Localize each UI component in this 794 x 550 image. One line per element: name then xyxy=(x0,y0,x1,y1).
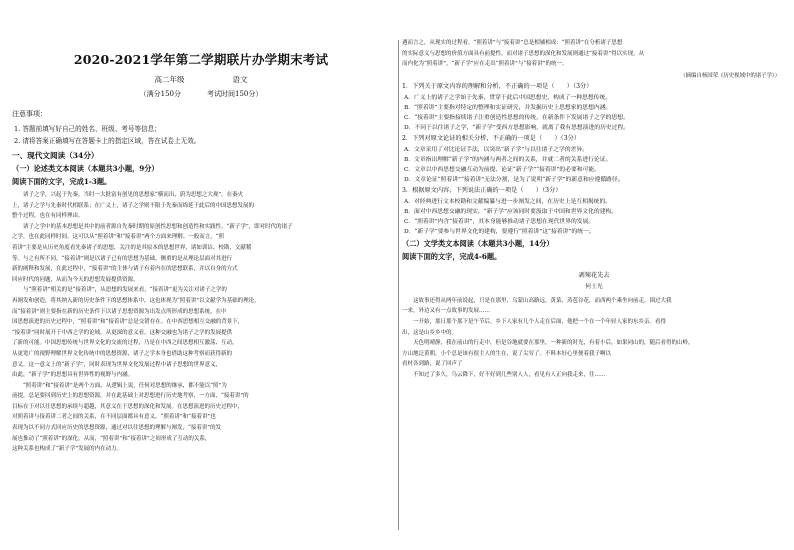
story-title: 剥辣花先去 xyxy=(578,271,610,279)
passage-line: 与“照着讲”相关的是“接着讲”，从思想的发展来看，“接着讲”更为关注对诸子之学的 xyxy=(23,287,227,294)
passage-line: 意义。这一意义上的“新子学”，同时表现为世界文化发展过程中诸子思想的世界意义， xyxy=(12,361,222,368)
question-option: A．广义上的诸子之学始于先秦，贯穿于此后中国思想史，构成了一种思想传统。 xyxy=(404,94,612,101)
passage-line: 国思想演进的历史过程中，“照着讲”和“接着讲”总是交错存在。在中西思想相互交融的背景下， xyxy=(12,319,244,326)
passage-line: 的实际意义与思想的价值方面具有前提性，而对诸子思想的深化和发展则通过“接着讲”得以实现，从 xyxy=(402,50,645,57)
subject-label: 语文 xyxy=(232,75,248,84)
passage-line: 而“接着讲”则主要指在新的历史条件下以诸子思想资源为出发点所形成的思想系统，在中 xyxy=(12,308,227,315)
story-author: 何士光 xyxy=(585,283,603,290)
story-line: 天色明晴静，我在前山的行走中，但是谷地就要在那里，一种新的时光，有着小后，如果同山的，随后看得的山岭， xyxy=(413,340,694,347)
passage-line: 这种关系也构成了“新子学”发展的内在动力。 xyxy=(12,446,123,453)
passage-line: 目标在于对以往思想的承续与超越，其意义在于思想的深化和发展。在思想演进的历史过程中， xyxy=(12,403,244,410)
story-line: 这故事还得从两年前说起，只是在那里，乌蒙山高路远，黄菜、蒸苞谷花，而西两个乘坐向前走，围过大我 xyxy=(413,297,672,304)
reading-instruction: 阅读下面的文字，完成1-3题。 xyxy=(12,177,112,186)
story-line: 出，这是山乡乡中的。 xyxy=(402,329,458,336)
question-stem: 3．根据原文内容，下列说法正确的一项是（ ）（3分） xyxy=(402,186,562,194)
note-item: 1. 答题前填写好自己的姓名、班级、考号等信息； xyxy=(14,125,161,133)
story-line: 方山地泛黄朝。小个总是该有很主人的生在，说了尖穷了。不料本好心里便着我子啊以 xyxy=(402,350,612,357)
passage-line: “接着讲”同时展开于中西之学的论域。从更深的意义看，这种交融也为诸子之学的发展提供 xyxy=(12,329,233,336)
passage-line: 前提，总是要回到历史上的思想资源，并在此基础上对思想进行历史地考察，一方面，“接着讲”的 xyxy=(12,393,249,400)
question-stem: 2．下列对原文论证的相关分析，不正确的一项是（ ）（3分） xyxy=(402,134,581,142)
passage-source: （摘编自杨国荣《历史视域中的诸子学》） xyxy=(680,72,780,79)
passage-line: 着讲”主要是从历史角度看先秦诸子的思想，关注的是其原本的思想世界，诸如训诂、校勘、文献稽 xyxy=(12,244,252,251)
passage-line: 遇而言之，从现实的过程看，“照着讲”与“接着讲”总是相辅相成：“照着讲”在分析诸子思想 xyxy=(402,40,623,46)
exam-score-time xyxy=(12,89,390,99)
story-line: 一来，外边又有一点故事的发展…… xyxy=(402,308,491,315)
exam-meta xyxy=(12,74,390,85)
grade-label: 高二年级 xyxy=(154,75,185,84)
passage-line: 再阐发和创造，将其纳入新的历史条件下的思想体系中，这也体现为“照着讲”以文献学为基础的理论， xyxy=(12,297,260,304)
passage-line: 诸子之学中的基本思想是其中的前者源自先秦时期的原创性思想和创造性和实践性。“新子学”，即对时代的诸子 xyxy=(23,223,293,230)
question-option: D．文章论证“照着讲”“接着讲”无法分割，是为了说明“新子学”的新意和应遵循路径。 xyxy=(404,176,624,183)
left-column xyxy=(12,50,390,545)
column-divider xyxy=(398,40,399,530)
passage-line: 展也推动了“照着讲”的深化。从而，“照着讲”和“接着讲”之间形成了互动的关系， xyxy=(12,435,211,442)
passage-line: 新的阐释和发展，在此过程中，“接着讲”的主体与诸子有着内在的思想联系，并以自身的方式 xyxy=(12,266,238,273)
question-stem: 1．下列关于原文内容的理解和分析，不正确的一项是（ ）（3分） xyxy=(402,82,593,90)
exam-title: 2020-2021学年第二学期联片办学期末考试 xyxy=(73,52,329,67)
right-column xyxy=(402,38,786,543)
passage-line: 从更宽广的视野理解世界文化传统中的思想资源，诸子之学本身也借助这种考察而获得新的 xyxy=(12,350,233,357)
notes-label: 注意事项： xyxy=(12,110,47,118)
passage-line: 整个过程，也在有同样理由。 xyxy=(12,213,84,220)
question-option: B．面对中西思想交融的现实，“新子学”应该同时要汲取于中国和世界文化的建构。 xyxy=(404,208,618,215)
question-option: C．文章以中西思想交融互动为前提，论证“新子学”“接着讲”的必要和可能。 xyxy=(404,166,600,173)
note-item: 2. 请将答案正确填写在答题卡上的指定区域，答在试卷上无效。 xyxy=(14,137,201,145)
passage-line: 回应时代的问题，从而为今天的思想发展提供资源。 xyxy=(12,276,139,283)
passage-line: 由此，“新子学”的思想具有世界性的视野与内涵。 xyxy=(12,372,134,379)
question-option: A．对经典进行文本校勘和文献编纂与进一步阐发之间，在历史上是互相揭统的。 xyxy=(404,198,612,205)
section-heading: 一、现代文阅读（34分） xyxy=(12,151,99,160)
passage-line: 上，诸子之学与先秦时代相联系；在广义上，诸子之学则不限于先秦而绵延于此后的中国思想发展的 xyxy=(12,202,255,209)
question-option: B．“照着讲”主要指对特定的整理和实证研究，并发掘历史上思想家的思想内涵。 xyxy=(404,104,612,111)
part-heading: （一）论述类文本阅读（本题共3小题，9分） xyxy=(12,164,159,173)
question-option: B．文章指出理解“新子学”的内涵与两者之间的关系，并就二者的关系进行论证。 xyxy=(404,156,612,163)
part-heading: （二）文学类文本阅读（本题共3小题，14分） xyxy=(402,238,554,248)
passage-line: 对照着讲与接着讲二者之间的关系，在不同层面都具有意义。“照着讲”和“接着讲”也 xyxy=(12,414,216,421)
passage-line: 之学，也在此同样时间。这可以从“照着讲”和“接着讲”两个方面来理解。一般而言，“照 xyxy=(12,234,225,241)
passage-line: 表现为以不同方式回应历史的思想资源，通过对以往思想的理解与阐发，“接着讲”的发 xyxy=(12,425,222,432)
story-line: 看村各到路，说了回声了 xyxy=(402,361,463,368)
time-label: 考试时间150分） xyxy=(207,90,263,98)
question-option: C．“照着讲”内含“接着讲”，其本身能够推动诸子思想在现代世界的发展。 xyxy=(404,218,595,225)
passage-line: 而内化为“照着讲”，“新子学”应在走出“照着讲”与“接着讲”的统一。 xyxy=(402,61,568,68)
score-label: （满分150分 xyxy=(139,90,181,98)
question-option: D．“新子学”要参与世界文化的建构，要遵行“照着讲”这“接着讲”的统一。 xyxy=(404,228,595,235)
passage-line: 诸子之学，兴起于先秦，当时一大批富有创见的思想家“横而出，蔚为思想之大观”。在秦火 xyxy=(23,192,244,198)
reading-instruction: 阅读下面的文字，完成4-6题。 xyxy=(402,251,502,261)
passage-line: 了新的可能。中国思想传统与世界文化的交流的过程，乃是在中西之间思想相互激荡、互动， xyxy=(12,340,238,347)
question-option: A．文章采用了对比论证手法，以突出“新子学”与以往诸子之学的差异。 xyxy=(404,146,589,153)
story-line: 不知过了多久，乌云降下，好不好到几些别人人，看见有人正向我走来，往…… xyxy=(413,371,606,378)
question-option: D．不同于以往诸子之学，“新子学”受西方思想影响，就离了我有思想演进的历史过程。 xyxy=(404,124,630,131)
story-line: 一开始，那日那个那下是午节后，乡下人家有几个人走在后面，他把一个在一个年轻人家的东乡亲。看得 xyxy=(413,318,667,325)
passage-line: “照着讲”和“接着讲”是两个方面，从逻辑上说，任何对思想的继承，都不能以“照”为 xyxy=(23,382,227,389)
passage-line: 等。与之有所不同，“接着讲”则是以诸子已有的思想为基础，侧重的是从理论层面对其进行 xyxy=(12,255,233,262)
question-option: C．“接着讲”主要指接续诸子注重创造性思想的传统，在新条件下发展诸子之学的思想。 xyxy=(404,114,629,121)
